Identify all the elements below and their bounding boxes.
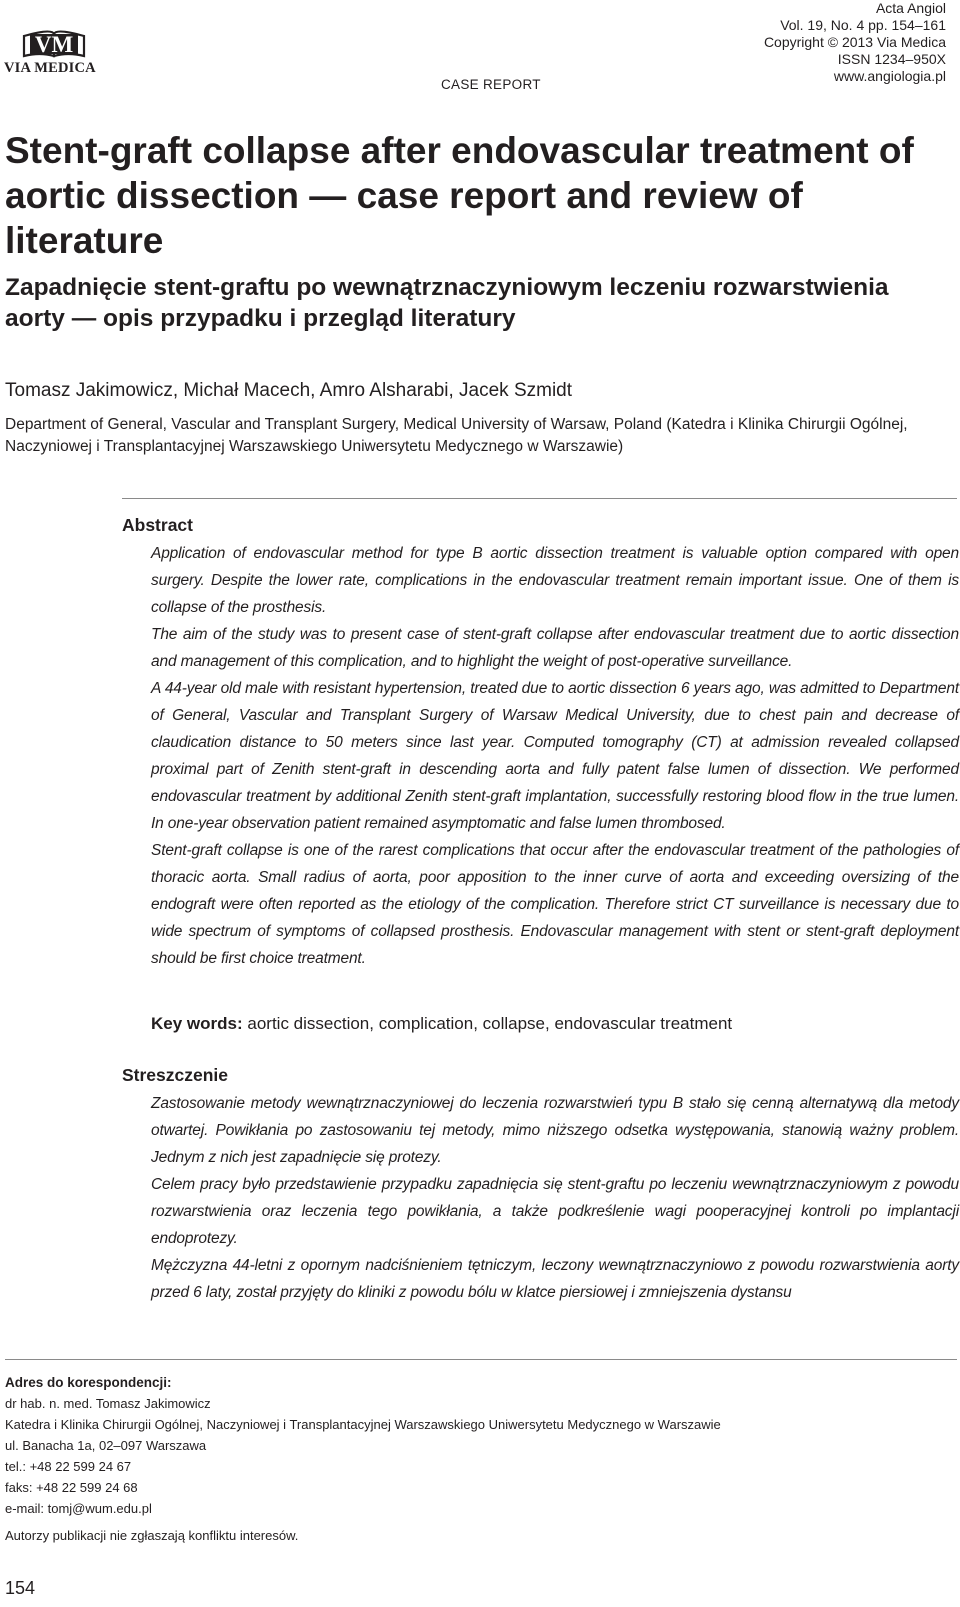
page-number: 154 (5, 1578, 36, 1598)
abstract-paragraph: The aim of the study was to present case of stent-graft collapse after endovascular treatment due to aortic dissection and management of this complication, and to highlight the weight of post-operative surveillance. (151, 626, 959, 670)
correspondence-address: ul. Banacha 1a, 02–097 Warszawa (5, 1438, 207, 1453)
streszczenie-body (151, 1090, 959, 1306)
journal-volume: Vol. 19, No. 4 pp. 154–161 (780, 17, 946, 33)
affiliation: Department of General, Vascular and Transplant Surgery, Medical University of Warsaw, Poland (Katedra i Klinika Chirurgii Ogólnej, Naczyniowej i Transplantacyjnej Warszawskiego Uniwersytetu Medycznego w Warszawie) (5, 416, 908, 455)
correspondence-name: dr hab. n. med. Tomasz Jakimowicz (5, 1396, 211, 1411)
keywords (151, 1014, 732, 1034)
journal-name: Acta Angiol (875, 0, 946, 16)
journal-website: www.angiologia.pl (833, 68, 946, 84)
streszczenie-heading: Streszczenie (122, 1065, 229, 1085)
footnote-divider (5, 1359, 957, 1360)
title-english: Stent-graft collapse after endovascular treatment of aortic dissection — case report and review of literature (5, 130, 914, 261)
abstract-paragraph: Application of endovascular method for type B aortic dissection treatment is valuable option compared with open surgery. Despite the lower rate, complications in the endovascular treatment remain important issue. One of them is collapse of the prosthesis. (151, 545, 959, 616)
authors: Tomasz Jakimowicz, Michał Macech, Amro Alsharabi, Jacek Szmidt (5, 380, 573, 401)
keywords-label: Key words: (151, 1014, 243, 1033)
vm-book-icon (0, 22, 112, 62)
conflict-statement: Autorzy publikacji nie zgłaszają konfliktu interesów. (5, 1528, 299, 1543)
keywords-list: aortic dissection, complication, collapse, endovascular treatment (247, 1014, 733, 1033)
correspondence-institution: Katedra i Klinika Chirurgii Ogólnej, Naczyniowej i Transplantacyjnej Warszawskiego Uniwersytetu Medycznego w Warszawie (5, 1417, 721, 1432)
journal-info (764, 0, 946, 85)
journal-copyright: Copyright © 2013 Via Medica (763, 34, 946, 50)
correspondence-phone: tel.: +48 22 599 24 67 (5, 1459, 132, 1474)
section-divider (122, 498, 957, 499)
streszczenie-paragraph: Celem pracy było przedstawienie przypadku zapadnięcia się stent-graftu po leczeniu wewnątrznaczyniowym z powodu rozwarstwienia oraz leczenia tego powikłania, a także podkreślenie wagi pooperacyjnej kontroli po implantacji endoprotezy. (151, 1176, 959, 1247)
logo-wordmark: VIA MEDICA (4, 60, 96, 76)
abstract-paragraph: A 44-year old male with resistant hypertension, treated due to aortic dissection 6 years ago, was admitted to Department of General, Vascular and Transplant Surgery of Warsaw Medical University, due to chest pain and decrease of claudication distance to 50 meters since last year. Computed tomography (CT) at admission revealed collapsed proximal part of Zenith stent-graft in descending aorta and fully patent false lumen of dissection. We performed endovascular treatment by additional Zenith stent-graft implantation, successfully restoring blood flow in the true lumen. In one-year observation patient remained asymptomatic and false lumen thrombosed. (151, 680, 959, 832)
streszczenie-paragraph: Zastosowanie metody wewnątrznaczyniowej do leczenia rozwarstwień typu B stało się cenną alternatywą dla metody otwartej. Powikłania po zastosowaniu tej metody, mimo niższego odsetka występowania, stanowią ważny problem. Jednym z nich jest zapadnięcie się protezy. (151, 1095, 959, 1166)
abstract-heading: Abstract (122, 515, 193, 535)
abstract-body (151, 540, 959, 972)
journal-issn: ISSN 1234–950X (837, 51, 946, 67)
via-medica-logo (0, 22, 112, 82)
correspondence (5, 1372, 721, 1519)
abstract-paragraph: Stent-graft collapse is one of the rarest complications that occur after the endovascular treatment of the pathologies of thoracic aorta. Small radius of aorta, poor apposition to the inner curve of aorta and exceeding oversizing of the endograft were often reported as the etiology of the complication. Therefore strict CT surveillance is necessary due to wide spectrum of symptoms of collapsed prosthesis. Endovascular management with stent or stent-graft deployment should be first choice treatment. (151, 842, 959, 967)
title-polish: Zapadnięcie stent-graftu po wewnątrznaczyniowym leczeniu rozwarstwienia aorty — opis przypadku i przegląd literatury (5, 274, 889, 332)
article-type: CASE REPORT (441, 77, 541, 92)
correspondence-heading: Adres do korespondencji: (5, 1375, 172, 1390)
correspondence-email: e-mail: tomj@wum.edu.pl (5, 1501, 152, 1516)
svg-text:VM: VM (34, 32, 74, 57)
correspondence-fax: faks: +48 22 599 24 68 (5, 1480, 138, 1495)
streszczenie-paragraph: Mężczyzna 44-letni z opornym nadciśnieniem tętniczym, leczony wewnątrznaczyniowo z powodu rozwarstwienia aorty przed 6 laty, został przyjęty do kliniki z powodu bólu w klatce piersiowej i zmniejszenia dystansu (151, 1257, 959, 1301)
